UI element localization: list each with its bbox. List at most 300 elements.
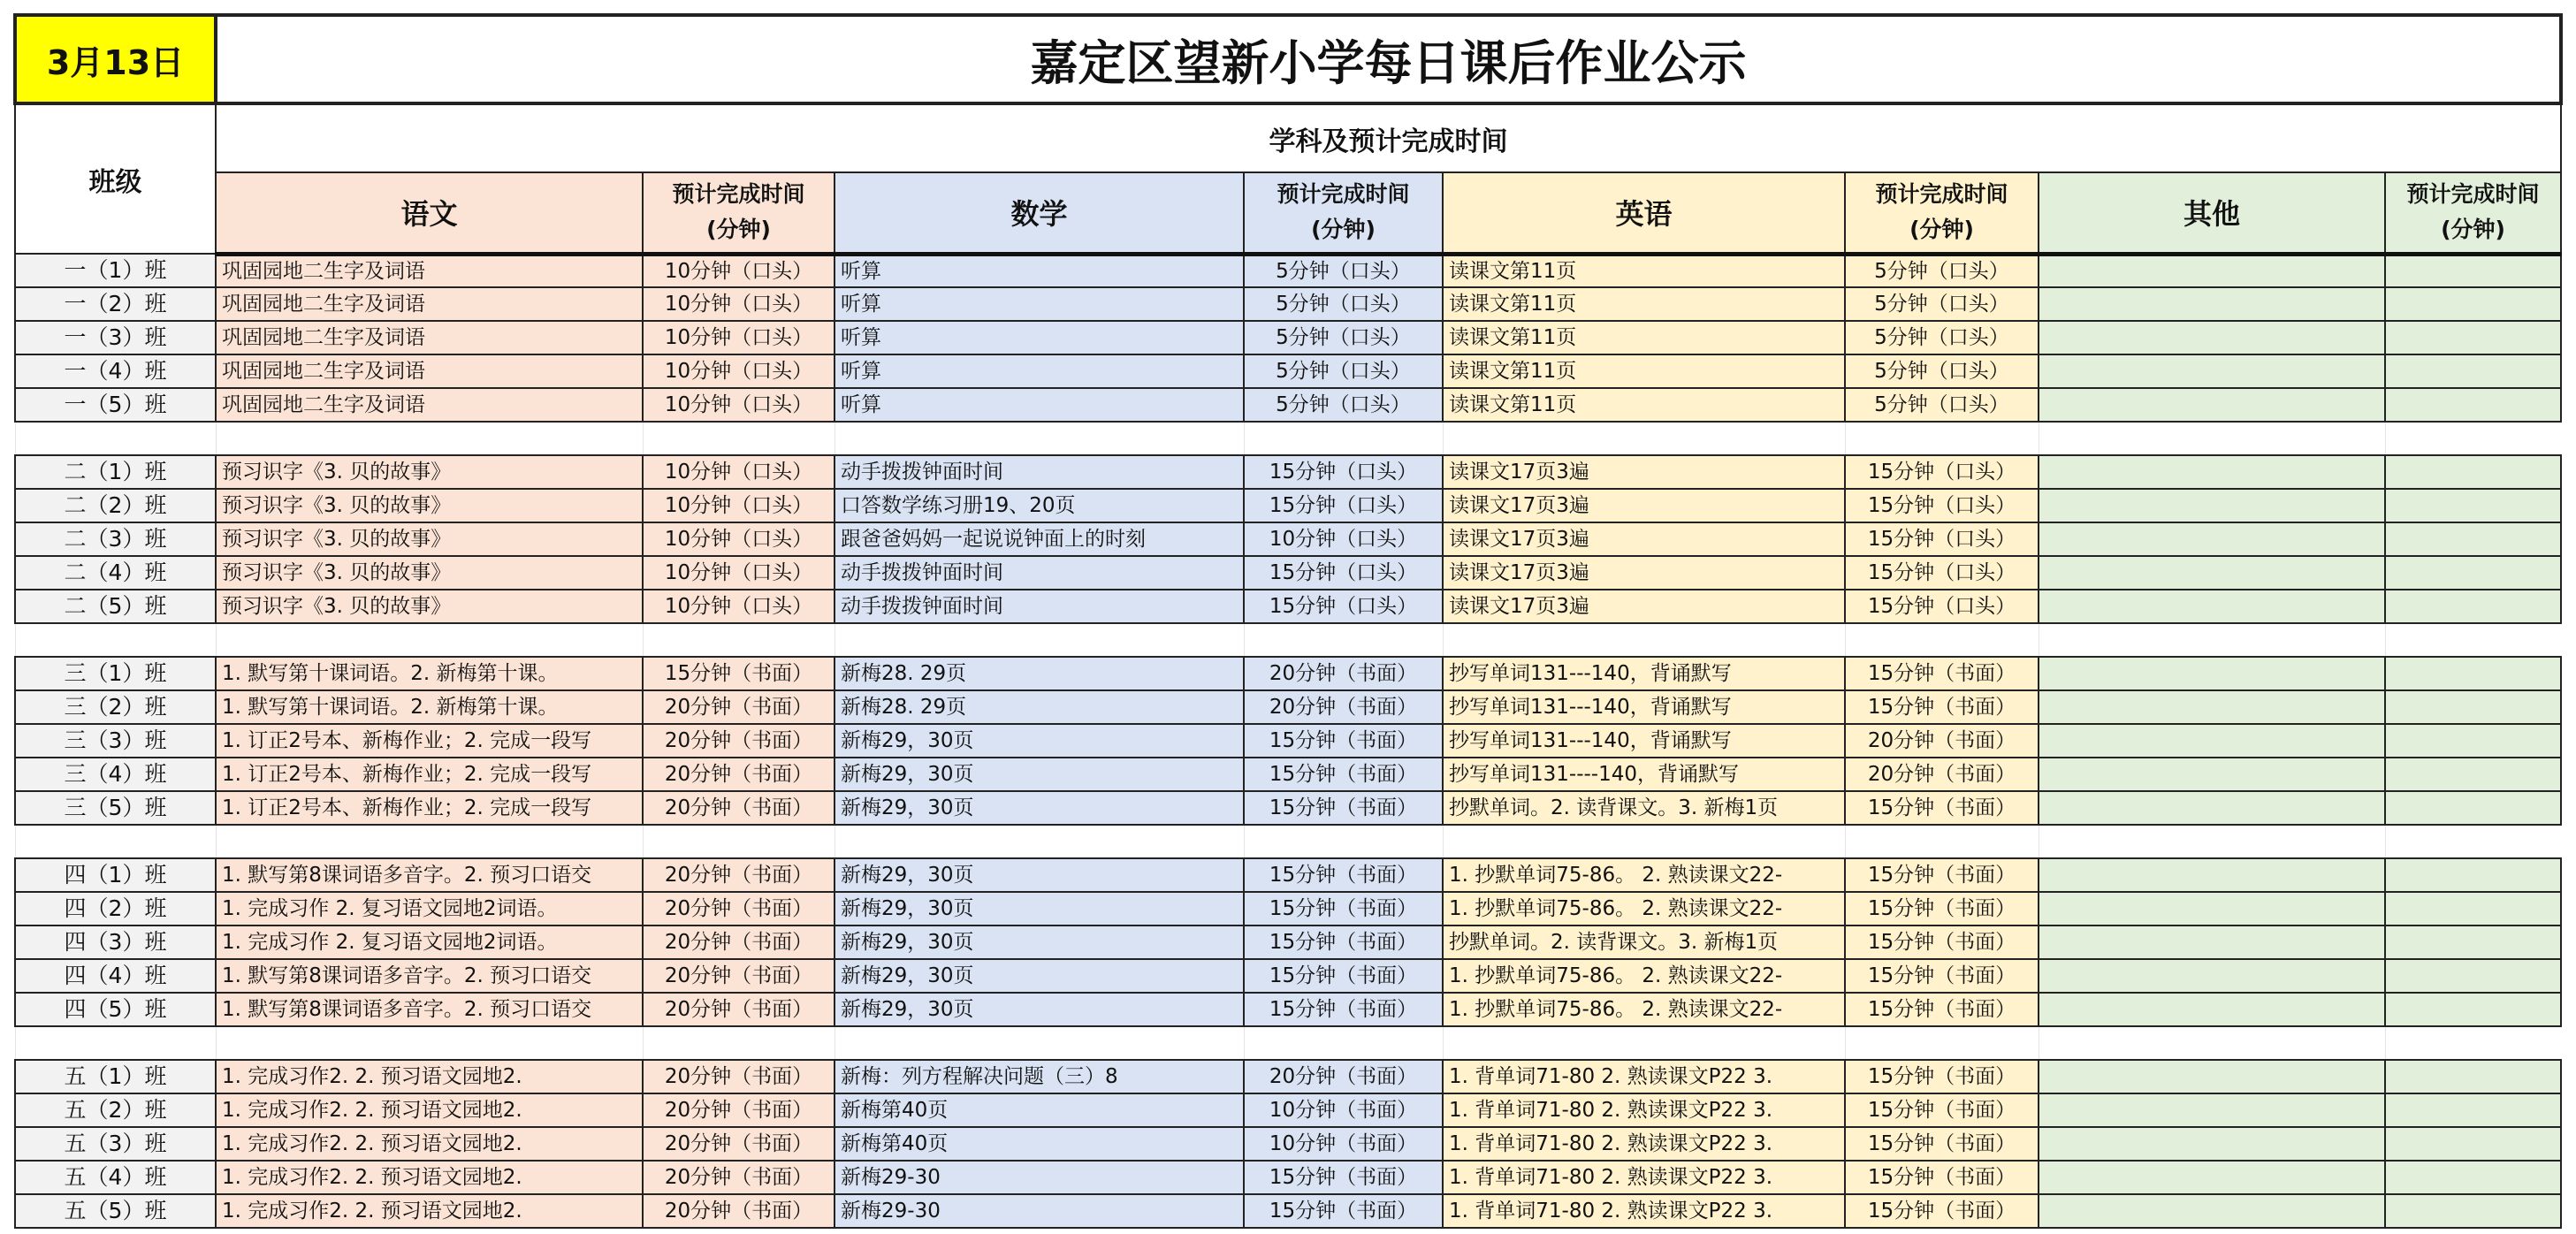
english-cell[interactable]: 1. 背单词71-80 2. 熟读课文P22 3.: [1443, 1161, 1845, 1194]
table-row: [15, 1060, 2561, 1093]
other-time-cell[interactable]: [2385, 690, 2561, 724]
english-time-cell[interactable]: 15分钟（书面）: [1845, 690, 2039, 724]
table-row: [15, 892, 2561, 926]
english-cell[interactable]: 读课文第11页: [1443, 321, 1845, 354]
other-cell[interactable]: [2039, 1127, 2385, 1161]
empty-cell[interactable]: [643, 623, 835, 657]
chinese-cell[interactable]: 1. 完成习作 2. 复习语文园地2词语。: [216, 926, 643, 959]
empty-cell[interactable]: [2039, 1026, 2385, 1060]
empty-cell[interactable]: [15, 825, 216, 858]
other-cell[interactable]: [2039, 758, 2385, 791]
chinese-time-cell[interactable]: 20分钟（书面）: [643, 1093, 835, 1127]
column-header-english[interactable]: 英语: [1443, 172, 1845, 254]
table-row: [15, 1093, 2561, 1127]
column-header-chinese-time[interactable]: 预计完成时间 (分钟): [643, 172, 835, 254]
math-cell[interactable]: 新梅29，30页: [835, 959, 1244, 993]
class-name-cell[interactable]: 二（2）班: [15, 489, 216, 522]
math-time-cell[interactable]: 10分钟（口头）: [1244, 522, 1443, 556]
other-cell[interactable]: [2039, 556, 2385, 590]
class-name-cell[interactable]: 二（5）班: [15, 590, 216, 623]
other-time-cell[interactable]: [2385, 590, 2561, 623]
chinese-time-cell[interactable]: 20分钟（书面）: [643, 959, 835, 993]
english-time-cell[interactable]: 15分钟（书面）: [1845, 1127, 2039, 1161]
english-time-cell[interactable]: 15分钟（书面）: [1845, 1060, 2039, 1093]
english-cell[interactable]: 抄写单词131---140，背诵默写: [1443, 657, 1845, 690]
chinese-cell[interactable]: 1. 完成习作2. 2. 预习语文园地2.: [216, 1161, 643, 1194]
class-name-cell[interactable]: 一（3）班: [15, 321, 216, 354]
empty-cell[interactable]: [643, 825, 835, 858]
page-title[interactable]: 嘉定区望新小学每日课后作业公示: [216, 15, 2561, 103]
english-time-cell[interactable]: 20分钟（书面）: [1845, 724, 2039, 758]
other-time-cell[interactable]: [2385, 926, 2561, 959]
column-header-math[interactable]: 数学: [835, 172, 1244, 254]
math-time-cell[interactable]: 15分钟（书面）: [1244, 758, 1443, 791]
chinese-time-cell[interactable]: 10分钟（口头）: [643, 254, 835, 287]
chinese-time-cell[interactable]: 20分钟（书面）: [643, 1161, 835, 1194]
english-cell[interactable]: 1. 抄默单词75-86。 2. 熟读课文22-: [1443, 892, 1845, 926]
empty-cell[interactable]: [835, 825, 1244, 858]
math-time-cell[interactable]: 10分钟（书面）: [1244, 1093, 1443, 1127]
other-time-cell[interactable]: [2385, 522, 2561, 556]
chinese-time-cell[interactable]: 10分钟（口头）: [643, 590, 835, 623]
math-time-cell[interactable]: 15分钟（书面）: [1244, 959, 1443, 993]
class-name-cell[interactable]: 三（1）班: [15, 657, 216, 690]
math-cell[interactable]: 新梅29-30: [835, 1194, 1244, 1228]
chinese-time-cell[interactable]: 20分钟（书面）: [643, 926, 835, 959]
english-cell[interactable]: 抄写单词131----140，背诵默写: [1443, 758, 1845, 791]
empty-cell[interactable]: [15, 1026, 216, 1060]
table-row: [15, 1127, 2561, 1161]
math-time-cell[interactable]: 10分钟（书面）: [1244, 1127, 1443, 1161]
empty-cell[interactable]: [1845, 1026, 2039, 1060]
other-time-cell[interactable]: [2385, 791, 2561, 825]
class-name-cell[interactable]: 三（3）班: [15, 724, 216, 758]
math-cell[interactable]: 听算: [835, 388, 1244, 422]
empty-cell[interactable]: [216, 422, 643, 455]
class-name-cell[interactable]: 五（4）班: [15, 1161, 216, 1194]
english-cell[interactable]: 1. 抄默单词75-86。 2. 熟读课文22-: [1443, 959, 1845, 993]
empty-cell[interactable]: [1443, 825, 1845, 858]
class-name-cell[interactable]: 五（2）班: [15, 1093, 216, 1127]
english-cell[interactable]: 读课文第11页: [1443, 354, 1845, 388]
subject-group-header[interactable]: 学科及预计完成时间: [216, 103, 2561, 172]
table-row: [15, 993, 2561, 1026]
english-cell[interactable]: 读课文第11页: [1443, 388, 1845, 422]
math-cell[interactable]: 新梅29-30: [835, 1161, 1244, 1194]
math-time-cell[interactable]: 20分钟（书面）: [1244, 1060, 1443, 1093]
chinese-cell[interactable]: 1. 完成习作2. 2. 预习语文园地2.: [216, 1127, 643, 1161]
empty-cell[interactable]: [1244, 422, 1443, 455]
table-row: [15, 791, 2561, 825]
empty-cell[interactable]: [835, 422, 1244, 455]
other-time-cell[interactable]: [2385, 758, 2561, 791]
chinese-cell[interactable]: 1. 订正2号本、新梅作业；2. 完成一段写: [216, 758, 643, 791]
other-cell[interactable]: [2039, 1060, 2385, 1093]
empty-cell[interactable]: [1244, 825, 1443, 858]
math-cell[interactable]: 听算: [835, 354, 1244, 388]
class-name-cell[interactable]: 四（1）班: [15, 858, 216, 892]
empty-cell[interactable]: [835, 623, 1244, 657]
math-cell[interactable]: 动手拨拨钟面时间: [835, 590, 1244, 623]
table-row: [15, 287, 2561, 321]
empty-cell[interactable]: [15, 623, 216, 657]
chinese-time-cell[interactable]: 20分钟（书面）: [643, 993, 835, 1026]
english-time-cell[interactable]: 5分钟（口头）: [1845, 321, 2039, 354]
math-time-cell[interactable]: 15分钟（口头）: [1244, 455, 1443, 489]
english-time-cell[interactable]: 15分钟（书面）: [1845, 993, 2039, 1026]
chinese-cell[interactable]: 1. 默写第8课词语多音字。2. 预习口语交: [216, 858, 643, 892]
math-cell[interactable]: 动手拨拨钟面时间: [835, 455, 1244, 489]
column-header-chinese[interactable]: 语文: [216, 172, 643, 254]
other-cell[interactable]: [2039, 354, 2385, 388]
math-time-cell[interactable]: 15分钟（书面）: [1244, 858, 1443, 892]
other-time-cell[interactable]: [2385, 1161, 2561, 1194]
math-cell[interactable]: 跟爸爸妈妈一起说说钟面上的时刻: [835, 522, 1244, 556]
english-cell[interactable]: 1. 背单词71-80 2. 熟读课文P22 3.: [1443, 1060, 1845, 1093]
math-cell[interactable]: 新梅：列方程解决问题（三）8: [835, 1060, 1244, 1093]
other-cell[interactable]: [2039, 926, 2385, 959]
english-cell[interactable]: 读课文17页3遍: [1443, 455, 1845, 489]
math-time-cell[interactable]: 5分钟（口头）: [1244, 254, 1443, 287]
chinese-time-cell[interactable]: 10分钟（口头）: [643, 388, 835, 422]
english-time-cell[interactable]: 5分钟（口头）: [1845, 354, 2039, 388]
chinese-cell[interactable]: 预习识字《3. 贝的故事》: [216, 556, 643, 590]
empty-cell[interactable]: [216, 825, 643, 858]
empty-cell[interactable]: [15, 422, 216, 455]
math-time-cell[interactable]: 5分钟（口头）: [1244, 388, 1443, 422]
chinese-time-cell[interactable]: 10分钟（口头）: [643, 522, 835, 556]
math-time-cell[interactable]: 15分钟（书面）: [1244, 892, 1443, 926]
column-header-other[interactable]: 其他: [2039, 172, 2385, 254]
math-cell[interactable]: 新梅28. 29页: [835, 657, 1244, 690]
english-cell[interactable]: 读课文17页3遍: [1443, 590, 1845, 623]
english-time-cell[interactable]: 15分钟（书面）: [1845, 1194, 2039, 1228]
empty-cell[interactable]: [643, 422, 835, 455]
table-row: [15, 1194, 2561, 1228]
table-row: [15, 959, 2561, 993]
chinese-time-cell[interactable]: 20分钟（书面）: [643, 690, 835, 724]
other-cell[interactable]: [2039, 858, 2385, 892]
empty-cell[interactable]: [216, 1026, 643, 1060]
english-time-cell[interactable]: 15分钟（书面）: [1845, 892, 2039, 926]
class-name-cell[interactable]: 三（2）班: [15, 690, 216, 724]
chinese-cell[interactable]: 预习识字《3. 贝的故事》: [216, 489, 643, 522]
empty-cell[interactable]: [1845, 422, 2039, 455]
math-cell[interactable]: 口答数学练习册19、20页: [835, 489, 1244, 522]
math-time-cell[interactable]: 15分钟（书面）: [1244, 1161, 1443, 1194]
chinese-time-cell[interactable]: 20分钟（书面）: [643, 1194, 835, 1228]
class-name-cell[interactable]: 四（3）班: [15, 926, 216, 959]
chinese-cell[interactable]: 预习识字《3. 贝的故事》: [216, 590, 643, 623]
english-time-cell[interactable]: 15分钟（书面）: [1845, 858, 2039, 892]
english-cell[interactable]: 抄写单词131---140，背诵默写: [1443, 690, 1845, 724]
chinese-time-cell[interactable]: 20分钟（书面）: [643, 791, 835, 825]
other-time-cell[interactable]: [2385, 1127, 2561, 1161]
math-cell[interactable]: 动手拨拨钟面时间: [835, 556, 1244, 590]
chinese-cell[interactable]: 预习识字《3. 贝的故事》: [216, 455, 643, 489]
chinese-cell[interactable]: 1. 订正2号本、新梅作业；2. 完成一段写: [216, 724, 643, 758]
other-cell[interactable]: [2039, 993, 2385, 1026]
class-name-cell[interactable]: 五（5）班: [15, 1194, 216, 1228]
english-time-cell[interactable]: 5分钟（口头）: [1845, 388, 2039, 422]
table-row: [15, 590, 2561, 623]
table-row: [15, 690, 2561, 724]
math-time-cell[interactable]: 20分钟（书面）: [1244, 657, 1443, 690]
other-time-cell[interactable]: [2385, 455, 2561, 489]
chinese-cell[interactable]: 1. 完成习作2. 2. 预习语文园地2.: [216, 1093, 643, 1127]
english-time-cell[interactable]: 15分钟（口头）: [1845, 522, 2039, 556]
other-cell[interactable]: [2039, 1194, 2385, 1228]
table-row: [15, 758, 2561, 791]
table-row: [15, 556, 2561, 590]
english-cell[interactable]: 1. 背单词71-80 2. 熟读课文P22 3.: [1443, 1093, 1845, 1127]
class-column-header[interactable]: 班级: [15, 103, 216, 254]
chinese-cell[interactable]: 1. 订正2号本、新梅作业；2. 完成一段写: [216, 791, 643, 825]
english-cell[interactable]: 1. 抄默单词75-86。 2. 熟读课文22-: [1443, 993, 1845, 1026]
empty-cell[interactable]: [1443, 422, 1845, 455]
english-time-cell[interactable]: 15分钟（书面）: [1845, 959, 2039, 993]
empty-cell[interactable]: [2385, 623, 2561, 657]
english-cell[interactable]: 读课文17页3遍: [1443, 522, 1845, 556]
other-cell[interactable]: [2039, 287, 2385, 321]
chinese-time-cell[interactable]: 20分钟（书面）: [643, 858, 835, 892]
other-time-cell[interactable]: [2385, 489, 2561, 522]
math-time-cell[interactable]: 5分钟（口头）: [1244, 354, 1443, 388]
math-time-cell[interactable]: 15分钟（口头）: [1244, 590, 1443, 623]
math-time-cell[interactable]: 20分钟（书面）: [1244, 690, 1443, 724]
math-time-cell[interactable]: 15分钟（书面）: [1244, 791, 1443, 825]
other-time-cell[interactable]: [2385, 254, 2561, 287]
class-name-cell[interactable]: 二（3）班: [15, 522, 216, 556]
math-time-cell[interactable]: 15分钟（书面）: [1244, 993, 1443, 1026]
chinese-cell[interactable]: 巩固园地二生字及词语: [216, 287, 643, 321]
chinese-cell[interactable]: 1. 完成习作 2. 复习语文园地2词语。: [216, 892, 643, 926]
chinese-cell[interactable]: 巩固园地二生字及词语: [216, 354, 643, 388]
chinese-cell[interactable]: 1. 默写第8课词语多音字。2. 预习口语交: [216, 993, 643, 1026]
other-time-cell[interactable]: [2385, 321, 2561, 354]
math-cell[interactable]: 听算: [835, 287, 1244, 321]
other-cell[interactable]: [2039, 522, 2385, 556]
column-header-math-time[interactable]: 预计完成时间 (分钟): [1244, 172, 1443, 254]
chinese-time-cell[interactable]: 20分钟（书面）: [643, 758, 835, 791]
chinese-cell[interactable]: 巩固园地二生字及词语: [216, 388, 643, 422]
table-row: [15, 321, 2561, 354]
chinese-cell[interactable]: 1. 默写第十课词语。2. 新梅第十课。: [216, 690, 643, 724]
math-time-cell[interactable]: 15分钟（书面）: [1244, 926, 1443, 959]
other-cell[interactable]: [2039, 254, 2385, 287]
other-time-cell[interactable]: [2385, 657, 2561, 690]
column-header-other-time[interactable]: 预计完成时间 (分钟): [2385, 172, 2561, 254]
class-name-cell[interactable]: 五（3）班: [15, 1127, 216, 1161]
empty-cell[interactable]: [2039, 623, 2385, 657]
spacer-row: [15, 623, 2561, 657]
table-row: [15, 926, 2561, 959]
table-row: [15, 354, 2561, 388]
math-cell[interactable]: 新梅29，30页: [835, 791, 1244, 825]
other-time-cell[interactable]: [2385, 858, 2561, 892]
empty-cell[interactable]: [643, 1026, 835, 1060]
chinese-cell[interactable]: 巩固园地二生字及词语: [216, 321, 643, 354]
english-time-cell[interactable]: 15分钟（书面）: [1845, 1093, 2039, 1127]
other-cell[interactable]: [2039, 321, 2385, 354]
other-cell[interactable]: [2039, 791, 2385, 825]
english-cell[interactable]: 1. 背单词71-80 2. 熟读课文P22 3.: [1443, 1194, 1845, 1228]
math-cell[interactable]: 听算: [835, 321, 1244, 354]
other-cell[interactable]: [2039, 724, 2385, 758]
class-name-cell[interactable]: 一（2）班: [15, 287, 216, 321]
english-time-cell[interactable]: 15分钟（口头）: [1845, 455, 2039, 489]
other-cell[interactable]: [2039, 1093, 2385, 1127]
math-cell[interactable]: 新梅29，30页: [835, 724, 1244, 758]
date-cell[interactable]: 3月13日: [15, 15, 216, 103]
other-cell[interactable]: [2039, 590, 2385, 623]
other-time-cell[interactable]: [2385, 993, 2561, 1026]
chinese-cell[interactable]: 1. 默写第十课词语。2. 新梅第十课。: [216, 657, 643, 690]
chinese-time-cell[interactable]: 20分钟（书面）: [643, 1060, 835, 1093]
english-time-cell[interactable]: 5分钟（口头）: [1845, 254, 2039, 287]
math-cell[interactable]: 新梅第40页: [835, 1093, 1244, 1127]
other-cell[interactable]: [2039, 657, 2385, 690]
other-time-cell[interactable]: [2385, 1060, 2561, 1093]
chinese-time-cell[interactable]: 20分钟（书面）: [643, 892, 835, 926]
english-time-cell[interactable]: 15分钟（口头）: [1845, 556, 2039, 590]
class-name-cell[interactable]: 三（4）班: [15, 758, 216, 791]
empty-cell[interactable]: [835, 1026, 1244, 1060]
table-row: [15, 254, 2561, 287]
table-row: [15, 388, 2561, 422]
empty-cell[interactable]: [2385, 422, 2561, 455]
math-cell[interactable]: 新梅29，30页: [835, 993, 1244, 1026]
chinese-time-cell[interactable]: 10分钟（口头）: [643, 321, 835, 354]
other-time-cell[interactable]: [2385, 1194, 2561, 1228]
english-cell[interactable]: 抄默单词。2. 读背课文。3. 新梅1页: [1443, 926, 1845, 959]
english-time-cell[interactable]: 15分钟（口头）: [1845, 590, 2039, 623]
math-time-cell[interactable]: 5分钟（口头）: [1244, 287, 1443, 321]
math-time-cell[interactable]: 15分钟（书面）: [1244, 724, 1443, 758]
other-cell[interactable]: [2039, 690, 2385, 724]
english-time-cell[interactable]: 15分钟（书面）: [1845, 926, 2039, 959]
class-name-cell[interactable]: 三（5）班: [15, 791, 216, 825]
math-cell[interactable]: 新梅28. 29页: [835, 690, 1244, 724]
empty-cell[interactable]: [2039, 825, 2385, 858]
table-row: [15, 858, 2561, 892]
math-cell[interactable]: 新梅29，30页: [835, 758, 1244, 791]
other-time-cell[interactable]: [2385, 287, 2561, 321]
english-cell[interactable]: 读课文17页3遍: [1443, 489, 1845, 522]
math-cell[interactable]: 新梅29，30页: [835, 892, 1244, 926]
math-time-cell[interactable]: 15分钟（口头）: [1244, 489, 1443, 522]
chinese-time-cell[interactable]: 10分钟（口头）: [643, 354, 835, 388]
other-cell[interactable]: [2039, 892, 2385, 926]
chinese-time-cell[interactable]: 15分钟（书面）: [643, 657, 835, 690]
class-name-cell[interactable]: 二（4）班: [15, 556, 216, 590]
math-cell[interactable]: 新梅29，30页: [835, 926, 1244, 959]
chinese-cell[interactable]: 1. 完成习作2. 2. 预习语文园地2.: [216, 1060, 643, 1093]
english-cell[interactable]: 1. 抄默单词75-86。 2. 熟读课文22-: [1443, 858, 1845, 892]
empty-cell[interactable]: [1443, 1026, 1845, 1060]
math-time-cell[interactable]: 15分钟（口头）: [1244, 556, 1443, 590]
class-name-cell[interactable]: 四（5）班: [15, 993, 216, 1026]
spacer-row: [15, 422, 2561, 455]
other-cell[interactable]: [2039, 489, 2385, 522]
empty-cell[interactable]: [1244, 1026, 1443, 1060]
other-time-cell[interactable]: [2385, 724, 2561, 758]
english-cell[interactable]: 读课文第11页: [1443, 287, 1845, 321]
other-time-cell[interactable]: [2385, 354, 2561, 388]
math-cell[interactable]: 新梅第40页: [835, 1127, 1244, 1161]
other-cell[interactable]: [2039, 455, 2385, 489]
empty-cell[interactable]: [1845, 623, 2039, 657]
english-time-cell[interactable]: 15分钟（书面）: [1845, 791, 2039, 825]
other-time-cell[interactable]: [2385, 1093, 2561, 1127]
english-cell[interactable]: 抄默单词。2. 读背课文。3. 新梅1页: [1443, 791, 1845, 825]
table-row: [15, 657, 2561, 690]
empty-cell[interactable]: [2385, 825, 2561, 858]
other-time-cell[interactable]: [2385, 959, 2561, 993]
chinese-cell[interactable]: 1. 完成习作2. 2. 预习语文园地2.: [216, 1194, 643, 1228]
chinese-time-cell[interactable]: 20分钟（书面）: [643, 1127, 835, 1161]
table-row: [15, 489, 2561, 522]
chinese-cell[interactable]: 1. 默写第8课词语多音字。2. 预习口语交: [216, 959, 643, 993]
class-name-cell[interactable]: 五（1）班: [15, 1060, 216, 1093]
math-cell[interactable]: 听算: [835, 254, 1244, 287]
other-time-cell[interactable]: [2385, 892, 2561, 926]
empty-cell[interactable]: [216, 623, 643, 657]
english-time-cell[interactable]: 15分钟（书面）: [1845, 1161, 2039, 1194]
table-row: [15, 522, 2561, 556]
empty-cell[interactable]: [1845, 825, 2039, 858]
class-name-cell[interactable]: 一（5）班: [15, 388, 216, 422]
math-time-cell[interactable]: 15分钟（书面）: [1244, 1194, 1443, 1228]
chinese-time-cell[interactable]: 10分钟（口头）: [643, 556, 835, 590]
spacer-row: [15, 825, 2561, 858]
column-header-english-time[interactable]: 预计完成时间 (分钟): [1845, 172, 2039, 254]
english-cell[interactable]: 1. 背单词71-80 2. 熟读课文P22 3.: [1443, 1127, 1845, 1161]
english-time-cell[interactable]: 20分钟（书面）: [1845, 758, 2039, 791]
class-name-cell[interactable]: 二（1）班: [15, 455, 216, 489]
english-time-cell[interactable]: 5分钟（口头）: [1845, 287, 2039, 321]
empty-cell[interactable]: [2039, 422, 2385, 455]
table-row: [15, 455, 2561, 489]
english-cell[interactable]: 抄写单词131---140，背诵默写: [1443, 724, 1845, 758]
other-cell[interactable]: [2039, 1161, 2385, 1194]
english-cell[interactable]: 读课文第11页: [1443, 254, 1845, 287]
chinese-time-cell[interactable]: 20分钟（书面）: [643, 724, 835, 758]
chinese-cell[interactable]: 预习识字《3. 贝的故事》: [216, 522, 643, 556]
math-time-cell[interactable]: 5分钟（口头）: [1244, 321, 1443, 354]
chinese-cell[interactable]: 巩固园地二生字及词语: [216, 254, 643, 287]
other-cell[interactable]: [2039, 959, 2385, 993]
empty-cell[interactable]: [1244, 623, 1443, 657]
empty-cell[interactable]: [2385, 1026, 2561, 1060]
class-name-cell[interactable]: 四（4）班: [15, 959, 216, 993]
chinese-time-cell[interactable]: 10分钟（口头）: [643, 455, 835, 489]
english-cell[interactable]: 读课文17页3遍: [1443, 556, 1845, 590]
class-name-cell[interactable]: 一（1）班: [15, 254, 216, 287]
class-name-cell[interactable]: 一（4）班: [15, 354, 216, 388]
math-cell[interactable]: 新梅29，30页: [835, 858, 1244, 892]
chinese-time-cell[interactable]: 10分钟（口头）: [643, 287, 835, 321]
other-time-cell[interactable]: [2385, 556, 2561, 590]
table-row: [15, 724, 2561, 758]
class-name-cell[interactable]: 四（2）班: [15, 892, 216, 926]
english-time-cell[interactable]: 15分钟（口头）: [1845, 489, 2039, 522]
other-time-cell[interactable]: [2385, 388, 2561, 422]
english-time-cell[interactable]: 15分钟（书面）: [1845, 657, 2039, 690]
chinese-time-cell[interactable]: 10分钟（口头）: [643, 489, 835, 522]
empty-cell[interactable]: [1443, 623, 1845, 657]
other-cell[interactable]: [2039, 388, 2385, 422]
